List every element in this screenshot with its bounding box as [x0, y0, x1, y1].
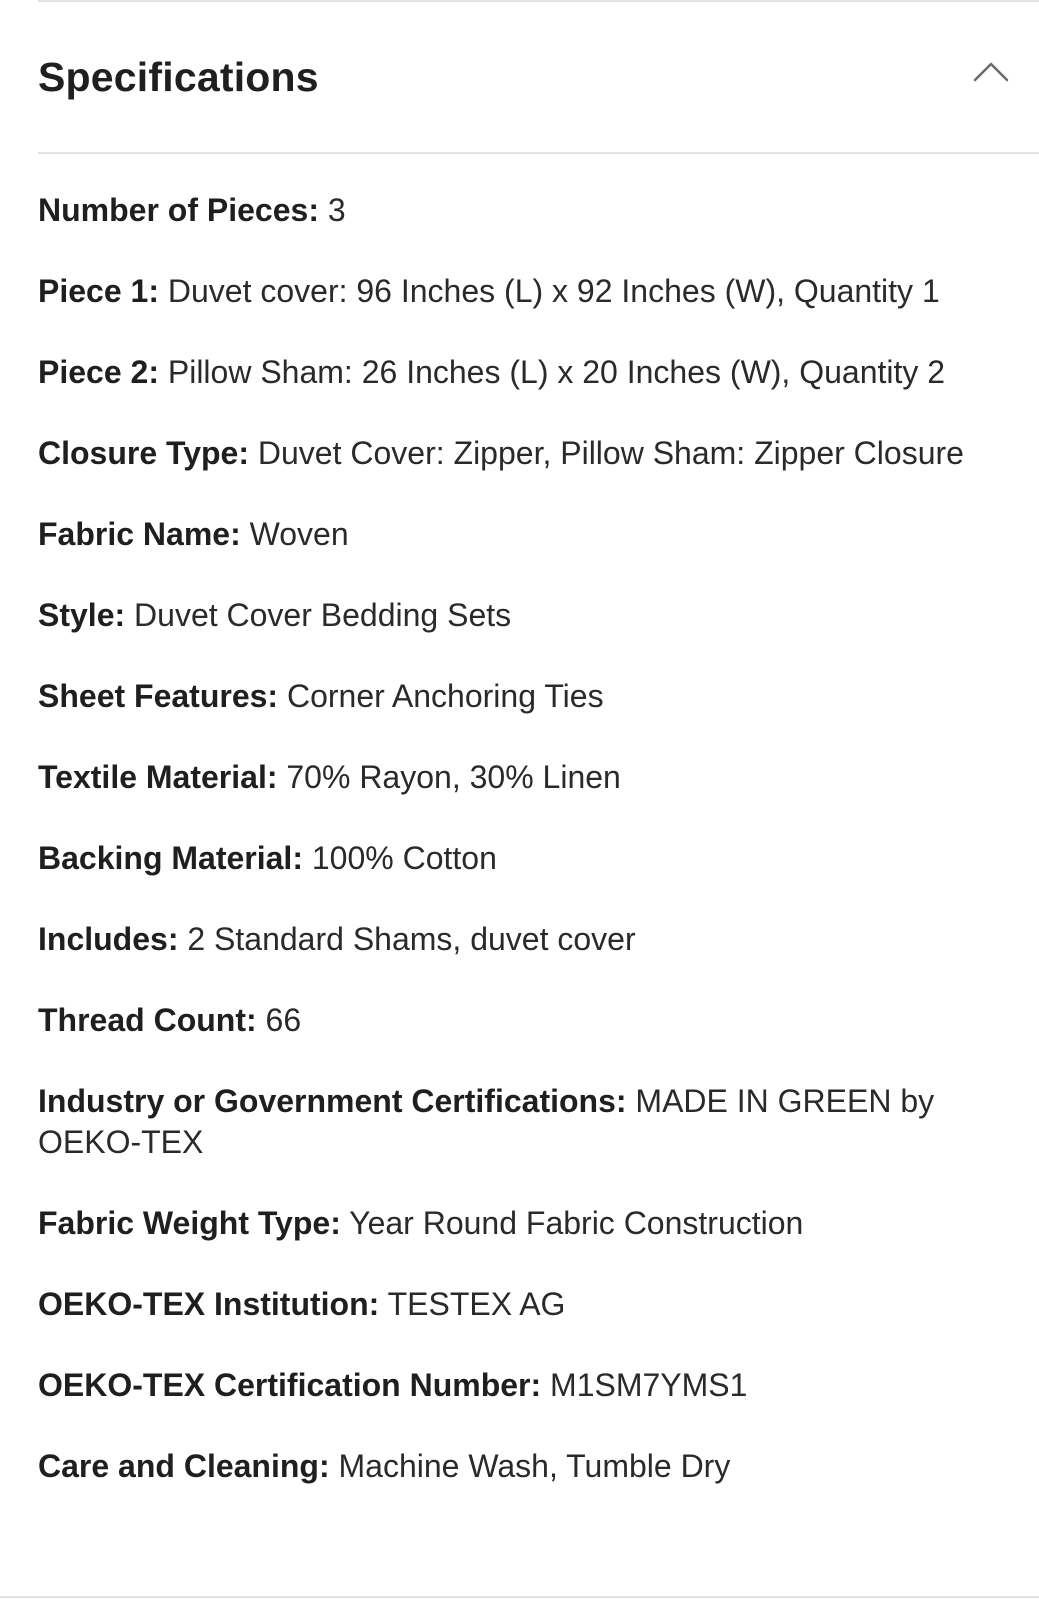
spec-label: Number of Pieces:	[38, 192, 319, 228]
spec-value: M1SM7YMS1	[550, 1367, 748, 1403]
spec-value: 70% Rayon, 30% Linen	[286, 759, 621, 795]
spec-row-thread-count	[38, 1000, 988, 1041]
spec-row-oeko-tex-institution	[38, 1284, 988, 1325]
spec-value: Machine Wash, Tumble Dry	[338, 1448, 731, 1484]
spec-label: Textile Material:	[38, 759, 278, 795]
spec-value: Year Round Fabric Construction	[349, 1205, 804, 1241]
spec-value: 66	[265, 1002, 302, 1038]
spec-label: Piece 2:	[38, 354, 159, 390]
specifications-accordion-header[interactable]	[38, 2, 1039, 154]
section-title: Specifications	[38, 54, 319, 100]
spec-label: Style:	[38, 597, 126, 633]
spec-value: Duvet cover: 96 Inches (L) x 92 Inches (W), Quantity 1	[167, 273, 940, 309]
spec-row-piece-2	[38, 352, 988, 393]
spec-label: Fabric Name:	[38, 516, 241, 552]
spec-row-fabric-name	[38, 514, 988, 555]
spec-row-backing-material	[38, 838, 988, 879]
spec-row-closure-type	[38, 433, 988, 474]
spec-label: Backing Material:	[38, 840, 303, 876]
spec-value: 2 Standard Shams, duvet cover	[187, 921, 636, 957]
spec-row-fabric-weight-type	[38, 1203, 988, 1244]
spec-row-sheet-features	[38, 676, 988, 717]
spec-label: OEKO-TEX Institution:	[38, 1286, 380, 1322]
spec-label: Sheet Features:	[38, 678, 279, 714]
spec-label: Piece 1:	[38, 273, 159, 309]
spec-value: 100% Cotton	[311, 840, 497, 876]
spec-row-textile-material	[38, 757, 988, 798]
spec-value: Corner Anchoring Ties	[286, 678, 604, 714]
chevron-up-icon[interactable]	[973, 60, 1009, 84]
spec-value: Woven	[249, 516, 349, 552]
specifications-list	[38, 190, 988, 1527]
spec-label: Fabric Weight Type:	[38, 1205, 341, 1241]
spec-value: Duvet Cover: Zipper, Pillow Sham: Zipper Closure	[257, 435, 964, 471]
spec-row-care-and-cleaning	[38, 1446, 988, 1487]
spec-row-oeko-tex-certification-number	[38, 1365, 988, 1406]
spec-value: TESTEX AG	[387, 1286, 566, 1322]
spec-label: Includes:	[38, 921, 179, 957]
spec-row-piece-1	[38, 271, 988, 312]
bottom-divider	[0, 1596, 1039, 1598]
spec-label: Closure Type:	[38, 435, 249, 471]
spec-value: 3	[327, 192, 346, 228]
spec-value: Duvet Cover Bedding Sets	[134, 597, 512, 633]
spec-label: Thread Count:	[38, 1002, 257, 1038]
spec-value: MADE IN GREEN by OEKO-TEX	[38, 1083, 935, 1160]
spec-label: Industry or Government Certifications:	[38, 1083, 627, 1119]
spec-row-certifications	[38, 1081, 988, 1163]
spec-row-includes	[38, 919, 988, 960]
spec-value: Pillow Sham: 26 Inches (L) x 20 Inches (W), Quantity 2	[167, 354, 946, 390]
spec-row-number-of-pieces	[38, 190, 988, 231]
spec-label: Care and Cleaning:	[38, 1448, 330, 1484]
spec-row-style	[38, 595, 988, 636]
spec-label: OEKO-TEX Certification Number:	[38, 1367, 542, 1403]
